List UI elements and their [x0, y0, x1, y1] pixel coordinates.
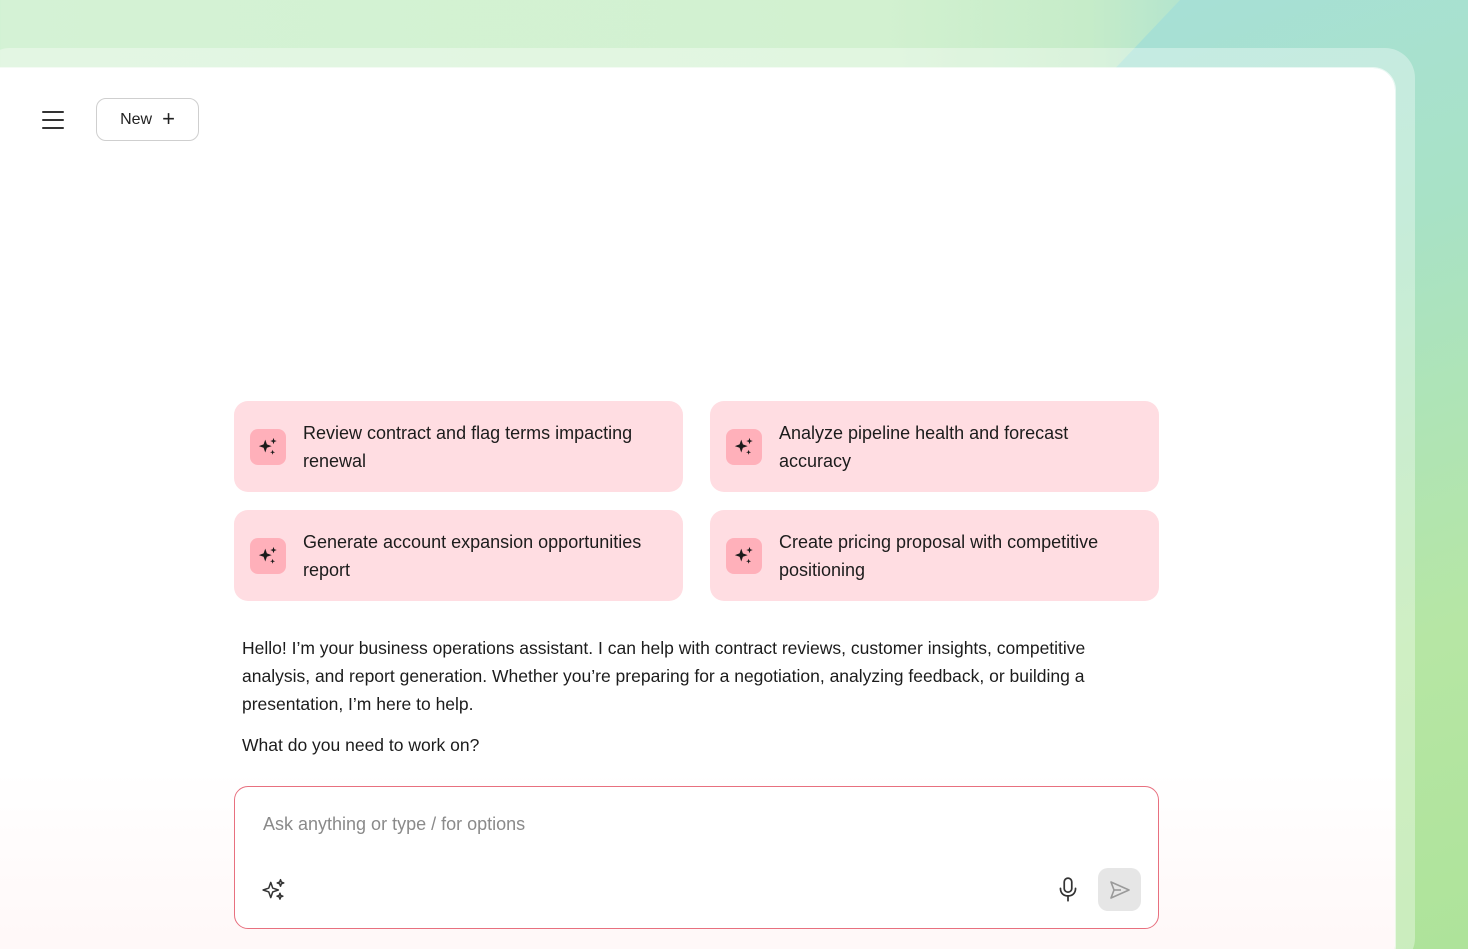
suggestion-text: Analyze pipeline health and forecast accuracy — [779, 422, 1069, 471]
send-icon — [1108, 878, 1132, 902]
sparkles-icon — [726, 429, 762, 465]
sparkles-outline-icon[interactable] — [261, 877, 287, 903]
microphone-icon[interactable] — [1055, 876, 1081, 904]
suggestion-grid — [234, 401, 1159, 601]
suggestion-card[interactable] — [710, 401, 1159, 492]
suggestion-card[interactable] — [710, 510, 1159, 601]
sparkles-icon — [250, 538, 286, 574]
sparkles-icon — [250, 429, 286, 465]
sparkles-icon — [726, 538, 762, 574]
new-chat-button[interactable] — [96, 98, 199, 141]
suggestion-text: Review contract and flag terms impacting renewal — [303, 422, 633, 471]
assistant-question: What do you need to work on? — [242, 735, 480, 755]
suggestion-text: Generate account expansion opportunities report — [303, 531, 642, 580]
message-composer — [234, 786, 1159, 929]
message-input[interactable] — [263, 809, 1023, 839]
send-button[interactable] — [1098, 868, 1141, 911]
suggestion-card[interactable] — [234, 401, 683, 492]
hamburger-menu-icon[interactable] — [40, 108, 66, 132]
assistant-intro-message: Hello! I’m your business operations assistant. I can help with contract reviews, customer insights, competitive analysis, and report generation. Whether you’re preparing for a negotiation, analyzing feedback, or building a presentation, I’m here to help. — [242, 638, 1086, 714]
suggestion-text: Create pricing proposal with competitive positioning — [779, 531, 1099, 580]
suggestion-card[interactable] — [234, 510, 683, 601]
plus-icon: + — [162, 105, 175, 131]
new-button-label: New — [120, 110, 153, 128]
